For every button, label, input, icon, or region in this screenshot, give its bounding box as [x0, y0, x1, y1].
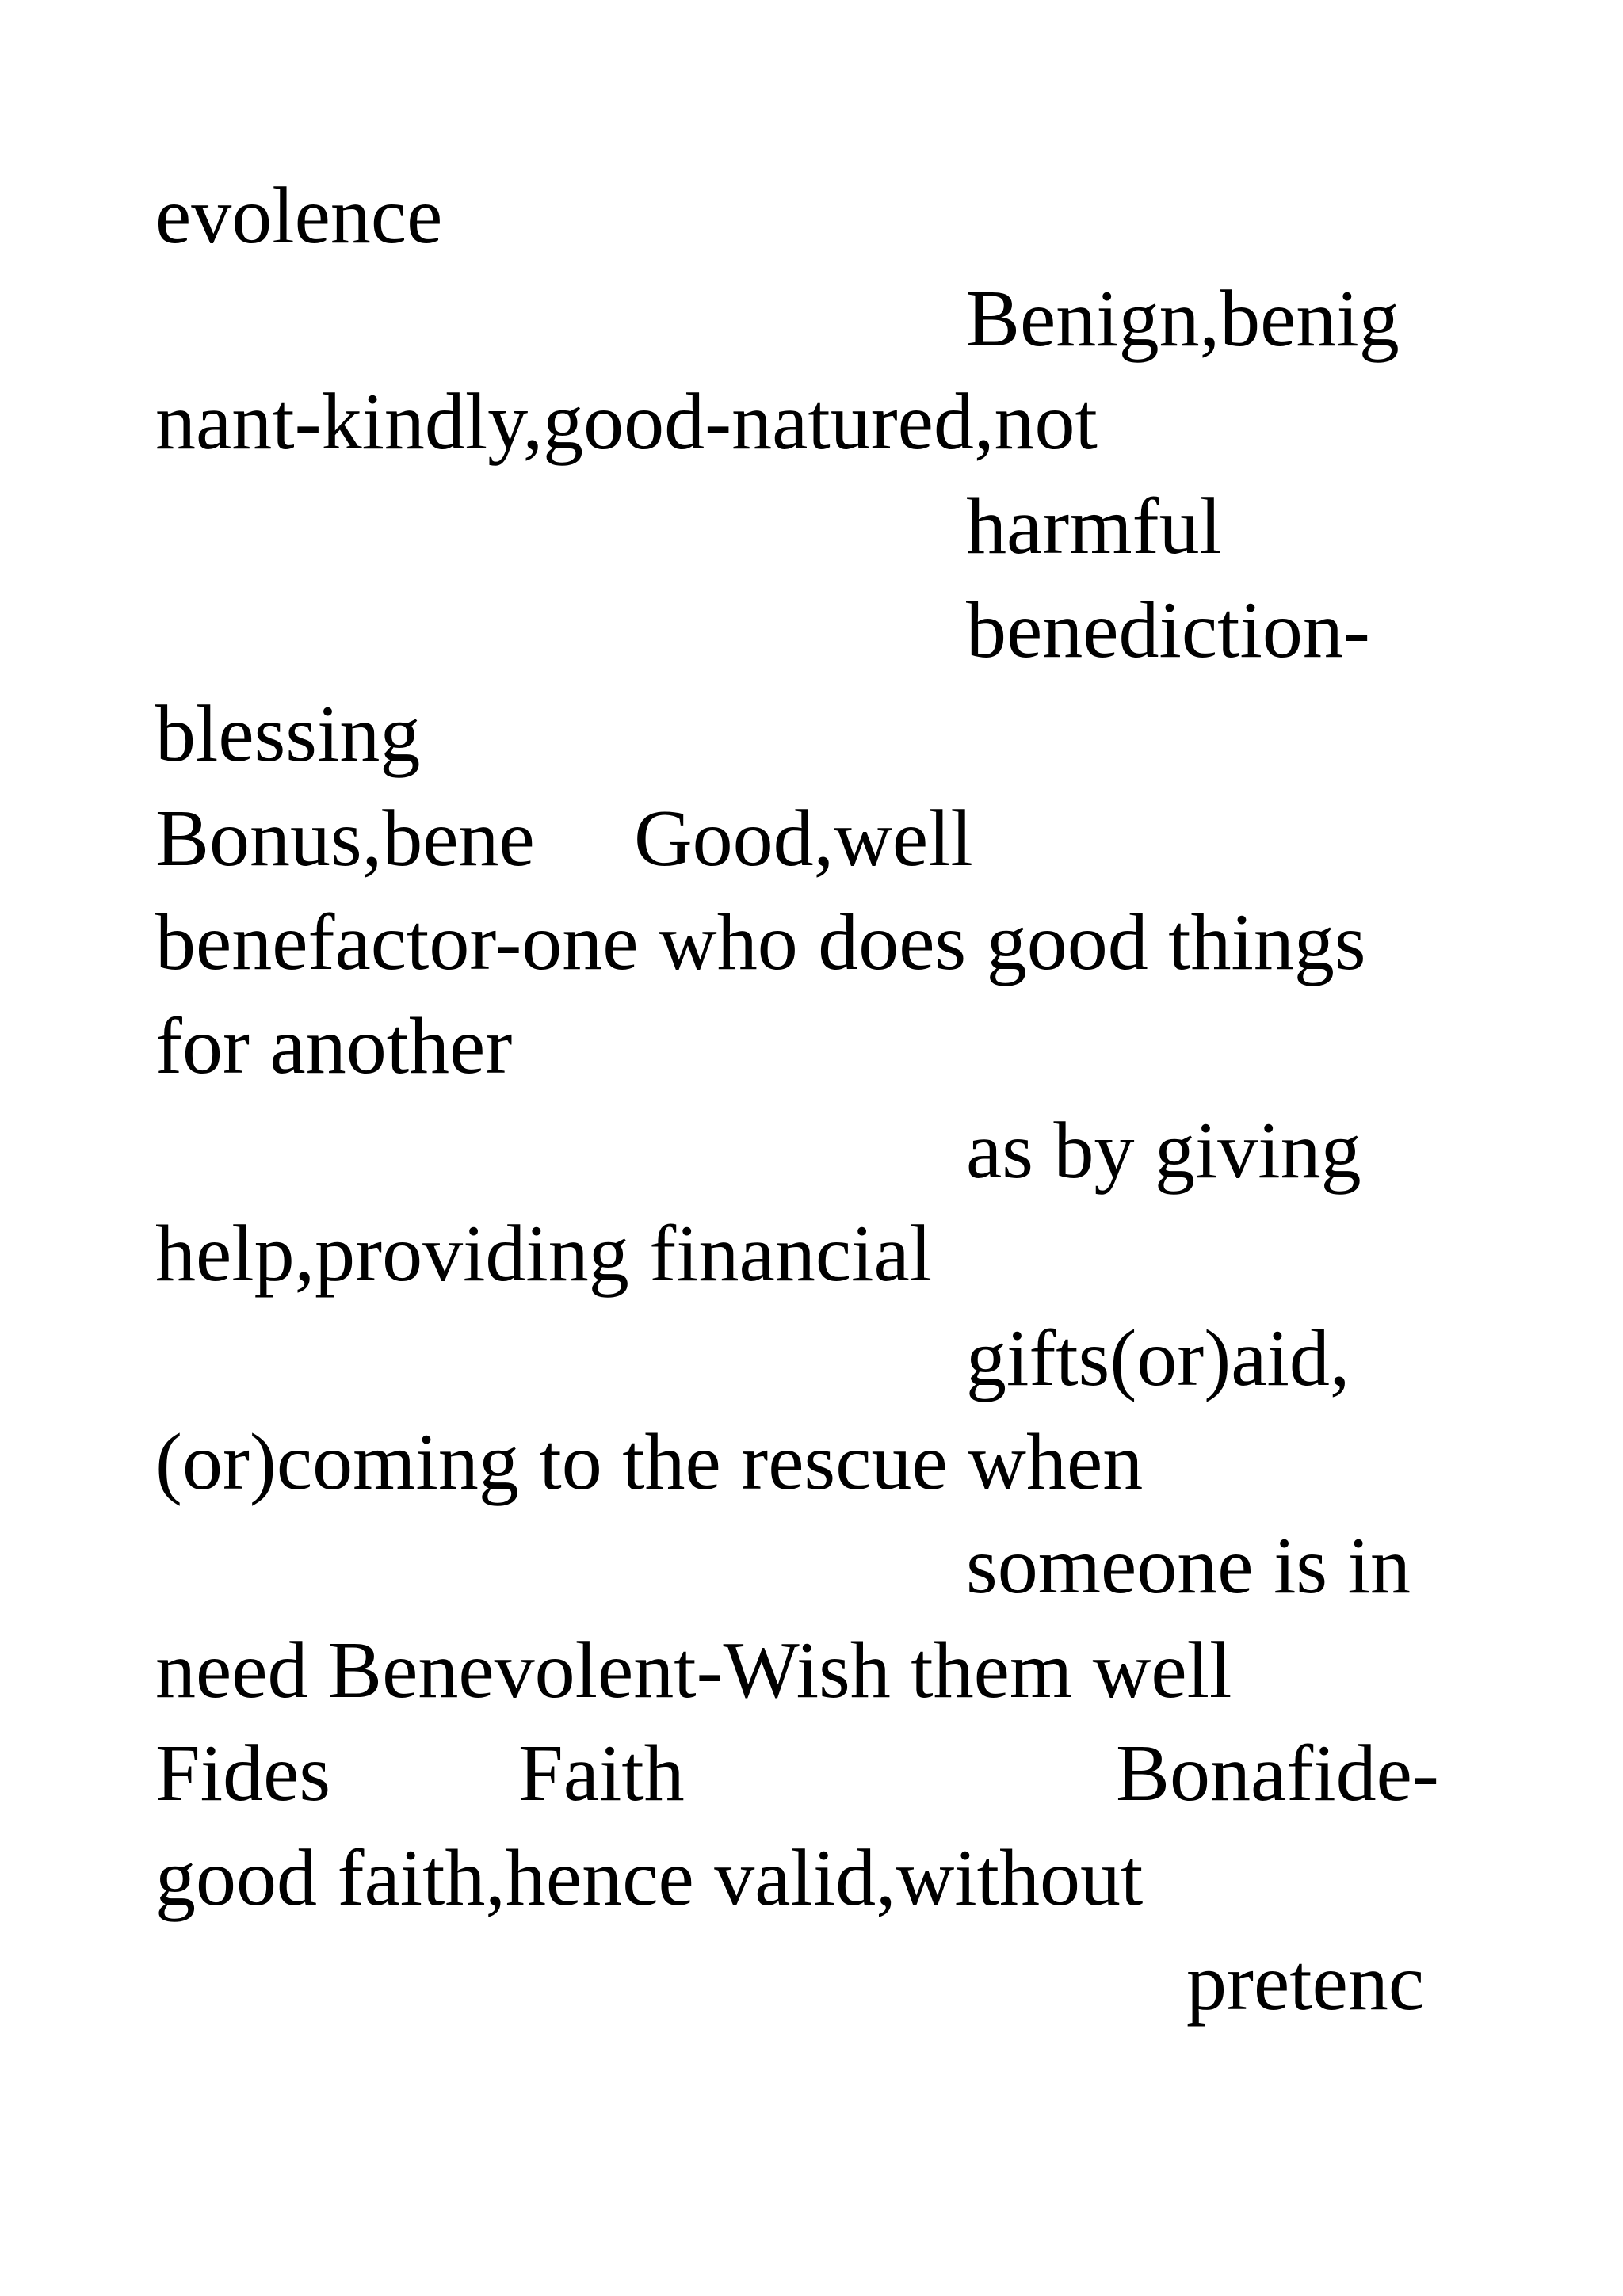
- text-line-fides: Fides: [155, 1729, 331, 1818]
- text-line-need-benevolent: need Benevolent-Wish them well: [155, 1626, 1232, 1715]
- text-line-someone-is-in: someone is in: [966, 1521, 1411, 1611]
- text-line-for-another: for another: [155, 1001, 513, 1091]
- text-line-benediction: benediction-: [966, 585, 1370, 675]
- text-line-as-by-giving: as by giving: [966, 1106, 1361, 1196]
- text-line-blessing: blessing: [155, 689, 421, 779]
- text-line-pretenc: pretenc: [1186, 1938, 1425, 2027]
- text-line-faith: Faith: [518, 1729, 685, 1818]
- text-line-gifts-aid: gifts(or)aid,: [966, 1314, 1350, 1403]
- text-line-help-providing: help,providing financial: [155, 1209, 933, 1299]
- text-line-bonafide: Bonafide-: [1116, 1729, 1439, 1818]
- text-line-harmful: harmful: [966, 482, 1222, 571]
- text-line-coming-rescue: (or)coming to the rescue when: [155, 1417, 1144, 1507]
- text-line-good-well: Good,well: [634, 794, 973, 883]
- text-line-nant-kindly: nant-kindly,good-natured,not: [155, 377, 1098, 467]
- text-line-benign: Benign,benig: [966, 274, 1400, 364]
- text-line-bonus-bene: Bonus,bene: [155, 794, 535, 883]
- text-line-benefactor: benefactor-one who does good things: [155, 898, 1366, 987]
- text-line-evolence: evolence: [155, 171, 443, 261]
- text-line-good-faith: good faith,hence valid,without: [155, 1833, 1144, 1923]
